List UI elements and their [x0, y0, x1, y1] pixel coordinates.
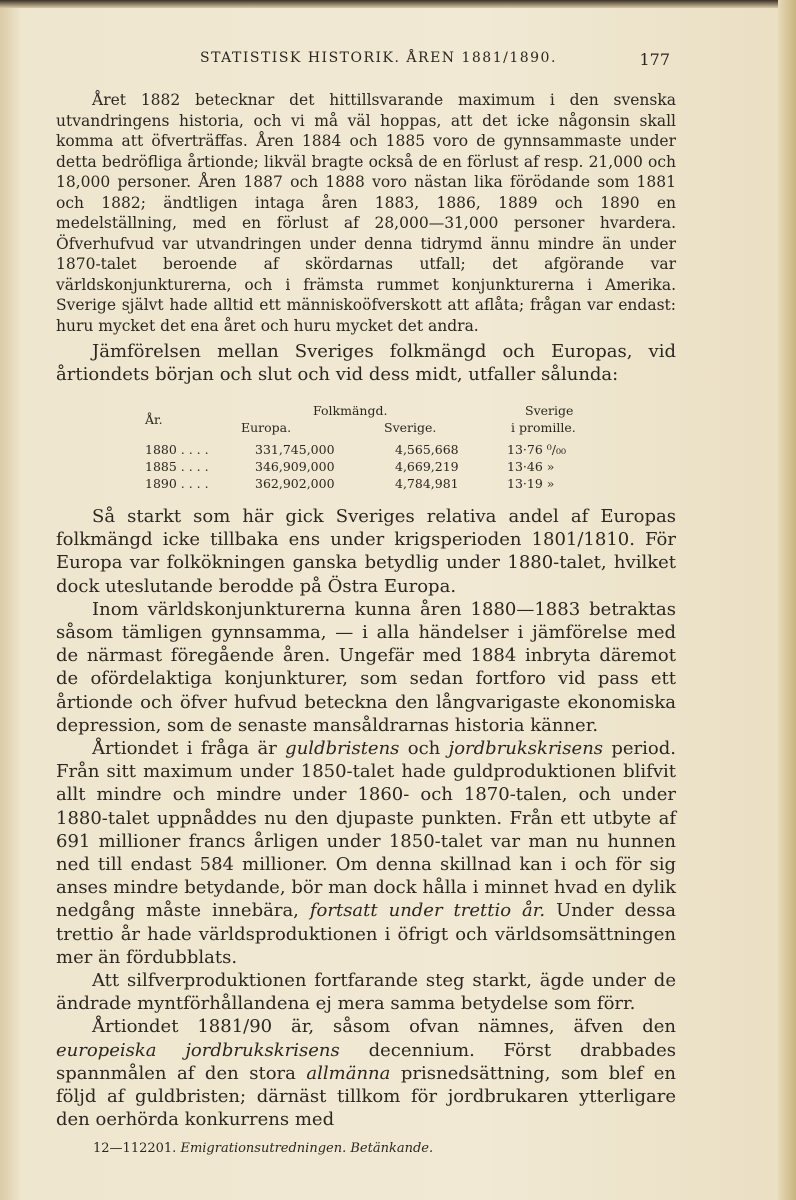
p4-italic-fortsatt: fortsatt under trettio år. — [309, 900, 546, 922]
page-top-edge — [0, 0, 796, 8]
row-1885-europa: 346,909,000 — [255, 459, 335, 474]
row-1880-sverige: 4,565,668 — [395, 442, 459, 457]
p4-text-4: Under dessa trettio år hade världsproduktionen i öfrigt och världsomsättningen mer än fördubblats. — [56, 900, 676, 968]
row-1885-sverige: 4,669,219 — [395, 459, 459, 474]
row-1880-promille: 13·76 ⁰/₀₀ — [507, 442, 567, 457]
intro-paragraph: Jämförelsen mellan Sveriges folkmängd och Europas, vid årtiondets början och slut och vid dess midt, utfaller sålunda: — [56, 341, 676, 386]
col-header-year: År. — [145, 412, 163, 427]
page-number: 177 — [639, 50, 670, 69]
col-group-sverige: Sverige — [525, 403, 574, 418]
paragraph-3: Inom världskonjunkturerna kunna åren 1880—1883 betraktas såsom tämligen gynnsamma, — i alla händelser i jämförelse med de närmast föregående åren. Ungefär med 1884 inbryta däremot de ofördelaktiga konjunkturer, som sedan fortforo vid pass ett årtionde och öfver hufvud beteckna den långvarigaste ekonomiska depression, som de senaste mansåldrarnas historia känner. — [56, 598, 676, 736]
col-header-sverige: Sverige. — [384, 420, 437, 435]
main-body-text — [56, 505, 676, 1131]
emigration-paragraph — [56, 90, 676, 336]
row-1890-europa: 362,902,000 — [255, 476, 335, 491]
row-1885-promille: 13·46 » — [507, 459, 555, 474]
row-1885-year: 1885 . . . . — [145, 459, 209, 474]
p6-text-1: Årtiondet 1881/90 är, såsom ofvan nämnes, äfven den — [92, 1016, 676, 1038]
col-group-folkmangd: Folkmängd. — [313, 403, 388, 418]
comparison-intro — [56, 340, 676, 386]
col-header-europa: Europa. — [241, 420, 292, 435]
paragraph-6 — [56, 1015, 676, 1131]
p6-text-2: decennium. Först drabbades spannmålen af den stora — [56, 1039, 676, 1084]
p4-italic-jordbrukskrisens: jordbrukskrisens — [448, 738, 604, 760]
col-header-promille: i promille. — [511, 420, 576, 435]
row-1890-sverige: 4,784,981 — [395, 476, 459, 491]
p4-text-3: period. Från sitt maximum under 1850-talet hade guldproduktionen blifvit allt mindre och mindre under 1860- och 1870-talen, och under 1880-talet uppnåddes nu den djupaste punkten. Från ett utbyte af 691 millioner francs årligen under 1850-talet var man nu hunnen ned till endast 584 millioner. Om denna skillnad kan i och för sig anses mindre betydande, bör man dock hålla i minnet hvad en dylik nedgång måste innebära, — [56, 738, 676, 922]
row-1890-year: 1890 . . . . — [145, 476, 209, 491]
p4-text-1: Årtiondet i fråga är — [92, 738, 286, 760]
paragraph-2: Så starkt som här gick Sveriges relativa andel af Europas folkmängd icke tillbaka ens under krigsperioden 1801/1810. För Europa var folkökningen ganska betydlig under 1880-talet, hvilket dock uteslutande berodde på Östra Europa. — [56, 506, 676, 597]
paragraph-5: Att silfverproduktionen fortfarande steg starkt, ägde under de ändrade myntförhållandena ej mera samma betydelse som förr. — [56, 970, 676, 1015]
paragraph-1: Året 1882 betecknar det hittillsvarande maximum i den svenska utvandringens historia, och vi må väl hoppas, att det icke någonsin skall komma att öfverträffas. Åren 1884 och 1885 voro de gynnsammaste under detta bedröfliga årtionde; likväl bragte också de en förlust af resp. 21,000 och 18,000 personer. Åren 1887 och 1888 voro nästan lika förödande som 1881 och 1882; ändtligen intaga åren 1883, 1886, 1889 och 1890 en medelställning, med en förlust af 28,000—31,000 personer hvardera. Öfverhufvud var utvandringen under denna tidrymd ännu mindre än under 1870-talet beroende af skördarnas utfall; det afgörande var världskonjunkturerna, och i främsta rummet konjunkturerna i Amerika. Sverige självt hade alltid ett människoöfverskott att aflåta; frågan var endast: huru mycket det ena året och huru mycket det andra. — [56, 91, 676, 335]
row-1880-year: 1880 . . . . — [145, 442, 209, 457]
p4-text-2: och — [399, 738, 449, 760]
printer-footer — [93, 1141, 433, 1156]
p6-text-3: prisnedsättning, som blef en följd af guldbristen; därnäst tillkom för jordbrukaren ytterligare den oerhörda konkurrens med — [56, 1062, 676, 1131]
row-1890-promille: 13·19 » — [507, 476, 555, 491]
page-right-edge — [778, 0, 796, 1200]
header-title: STATISTISK HISTORIK. ÅREN 1881/1890. — [200, 50, 557, 66]
footer-title: Emigrationsutredningen. Betänkande. — [180, 1141, 434, 1156]
row-1880-europa: 331,745,000 — [255, 442, 335, 457]
footer-signature: 12—112201. — [93, 1141, 177, 1156]
p6-italic-allmanna: allmänna — [306, 1062, 391, 1084]
population-table — [145, 402, 605, 494]
p4-italic-guldbristens: guldbristens — [285, 738, 400, 760]
p6-italic-europeiska: europeiska jordbrukskrisens — [56, 1039, 340, 1061]
paragraph-4 — [56, 737, 676, 969]
